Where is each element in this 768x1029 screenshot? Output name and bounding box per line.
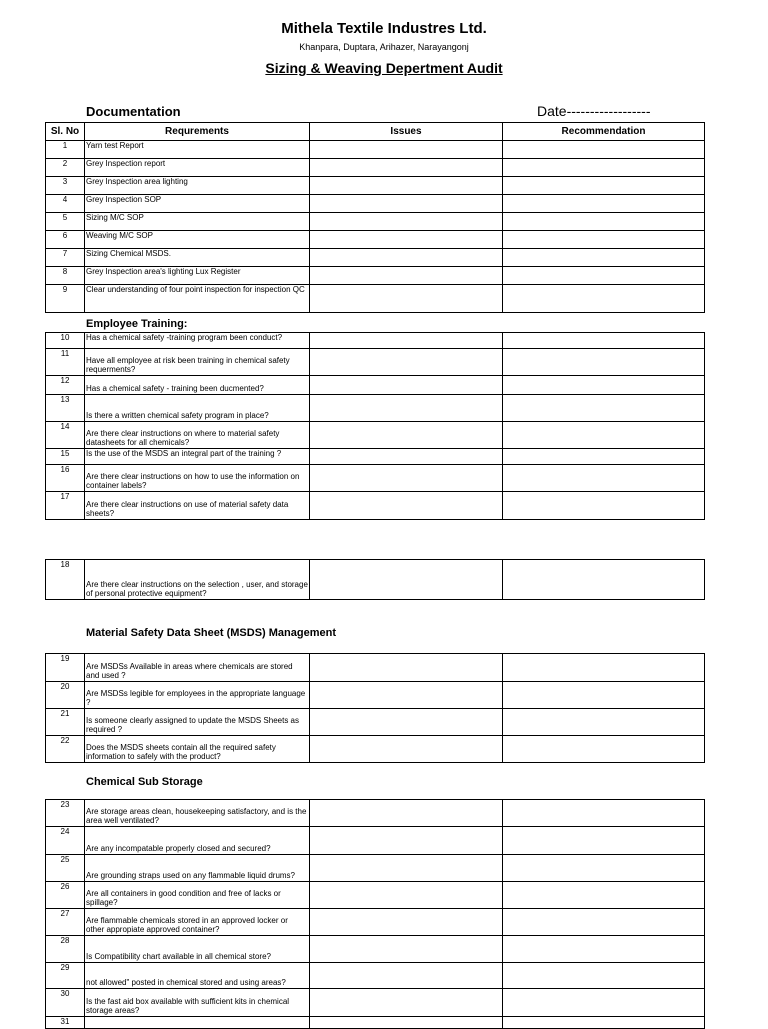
table-header-row [46, 123, 705, 141]
issues-cell[interactable] [310, 376, 503, 395]
row-number: 29 [46, 963, 85, 989]
recommendation-cell[interactable] [503, 249, 705, 267]
table-row [46, 213, 705, 231]
issues-cell[interactable] [310, 465, 503, 492]
company-name: Mithela Textile Industres Ltd. [281, 20, 487, 37]
row-number: 14 [46, 422, 85, 449]
table-row [46, 909, 705, 936]
table-row [46, 800, 705, 827]
audit-title: Sizing & Weaving Depertment Audit [265, 60, 503, 76]
date-field: Date------------------ [537, 103, 651, 119]
issues-cell[interactable] [310, 1017, 503, 1029]
row-number: 13 [46, 395, 85, 422]
table-row [46, 333, 705, 349]
col-header-requirements: Requrements [85, 123, 310, 141]
issues-cell[interactable] [310, 827, 503, 855]
row-number: 16 [46, 465, 85, 492]
row-number: 2 [46, 159, 85, 177]
row-number: 26 [46, 882, 85, 909]
requirement-cell: Grey Inspection area lighting [85, 177, 310, 195]
issues-cell[interactable] [310, 936, 503, 963]
requirement-cell: Is the fast aid box available with sufficient kits in chemical storage areas? [85, 989, 310, 1017]
recommendation-cell[interactable] [503, 465, 705, 492]
employee-training-heading: Employee Training: [86, 318, 188, 330]
recommendation-cell[interactable] [503, 855, 705, 882]
recommendation-cell[interactable] [503, 989, 705, 1017]
requirement-cell: Are there clear instructions on use of material safety data sheets? [85, 492, 310, 520]
table-row [46, 936, 705, 963]
row-number: 5 [46, 213, 85, 231]
row-number: 23 [46, 800, 85, 827]
chemical-storage-table [45, 799, 705, 1029]
requirement-cell: Sizing M/C SOP [85, 213, 310, 231]
requirement-cell: Does the MSDS sheets contain all the required safety information to safely with the product? [85, 736, 310, 763]
table-row [46, 882, 705, 909]
recommendation-cell[interactable] [503, 909, 705, 936]
recommendation-cell[interactable] [503, 492, 705, 520]
documentation-table [45, 122, 705, 313]
requirement-cell: Are storage areas clean, housekeeping satisfactory, and is the area well ventilated? [85, 800, 310, 827]
issues-cell[interactable] [310, 141, 503, 159]
requirement-cell: Sizing Chemical MSDS. [85, 249, 310, 267]
issues-cell[interactable] [310, 333, 503, 349]
issues-cell[interactable] [310, 422, 503, 449]
row-number: 22 [46, 736, 85, 763]
company-address: Khanpara, Duptara, Arihazer, Narayangonj [299, 42, 469, 52]
row-number: 10 [46, 333, 85, 349]
msds-table [45, 653, 705, 763]
table-row [46, 177, 705, 195]
recommendation-cell[interactable] [503, 1017, 705, 1029]
table-row [46, 376, 705, 395]
issues-cell[interactable] [310, 736, 503, 763]
table-row [46, 465, 705, 492]
table-row [46, 159, 705, 177]
requirement-cell: Are there clear instructions on how to use the information on container labels? [85, 465, 310, 492]
table-row [46, 682, 705, 709]
recommendation-cell[interactable] [503, 827, 705, 855]
table-row [46, 963, 705, 989]
requirement-cell: Are there clear instructions on where to material safety datasheets for all chemicals? [85, 422, 310, 449]
row-number: 31 [46, 1017, 85, 1029]
table-row [46, 709, 705, 736]
table-row [46, 141, 705, 159]
issues-cell[interactable] [310, 213, 503, 231]
row-number: 21 [46, 709, 85, 736]
issues-cell[interactable] [310, 177, 503, 195]
requirement-cell: Are flammable chemicals stored in an approved locker or other appropiate approved container? [85, 909, 310, 936]
msds-heading: Material Safety Data Sheet (MSDS) Management [86, 627, 337, 639]
issues-cell[interactable] [310, 682, 503, 709]
recommendation-cell[interactable] [503, 736, 705, 763]
row-number: 19 [46, 654, 85, 682]
table-row [46, 855, 705, 882]
table-row [46, 349, 705, 376]
issues-cell[interactable] [310, 231, 503, 249]
row-number: 3 [46, 177, 85, 195]
issues-cell[interactable] [310, 855, 503, 882]
recommendation-cell[interactable] [503, 333, 705, 349]
requirement-cell: not allowed" posted in chemical stored and using areas? [85, 963, 310, 989]
row-number: 9 [46, 285, 85, 313]
table-row [46, 1017, 705, 1029]
recommendation-cell[interactable] [503, 195, 705, 213]
row-number: 8 [46, 267, 85, 285]
requirement-cell [85, 1017, 310, 1029]
issues-cell[interactable] [310, 492, 503, 520]
row-number: 6 [46, 231, 85, 249]
recommendation-cell[interactable] [503, 285, 705, 313]
issues-cell[interactable] [310, 195, 503, 213]
table-row [46, 267, 705, 285]
col-header-issues: Issues [310, 123, 503, 141]
recommendation-cell[interactable] [503, 213, 705, 231]
requirement-cell: Is Compatibility chart available in all chemical store? [85, 936, 310, 963]
row-number: 27 [46, 909, 85, 936]
table-row [46, 195, 705, 213]
recommendation-cell[interactable] [503, 449, 705, 465]
issues-cell[interactable] [310, 249, 503, 267]
recommendation-cell[interactable] [503, 159, 705, 177]
issues-cell[interactable] [310, 963, 503, 989]
issues-cell[interactable] [310, 267, 503, 285]
row-number: 12 [46, 376, 85, 395]
employee-training-table [45, 332, 705, 520]
issues-cell[interactable] [310, 989, 503, 1017]
row-number: 7 [46, 249, 85, 267]
requirement-cell: Clear understanding of four point inspection for inspection QC [85, 285, 310, 313]
issues-cell[interactable] [310, 709, 503, 736]
requirement-cell: Has a chemical safety -training program been conduct? [85, 333, 310, 349]
row-number: 1 [46, 141, 85, 159]
table-row [46, 449, 705, 465]
documentation-heading: Documentation [86, 104, 181, 119]
recommendation-cell[interactable] [503, 963, 705, 989]
requirement-cell: Weaving M/C SOP [85, 231, 310, 249]
recommendation-cell[interactable] [503, 709, 705, 736]
requirement-cell: Are MSDSs Available in areas where chemicals are stored and used ? [85, 654, 310, 682]
requirement-cell: Has a chemical safety - training been ducmented? [85, 376, 310, 395]
table-row [46, 989, 705, 1017]
chemical-storage-heading: Chemical Sub Storage [86, 776, 203, 788]
table-row [46, 285, 705, 313]
col-header-sl-no: Sl. No [46, 123, 85, 141]
recommendation-cell[interactable] [503, 376, 705, 395]
requirement-cell: Have all employee at risk been training in chemical safety requerments? [85, 349, 310, 376]
table-row [46, 654, 705, 682]
issues-cell[interactable] [310, 449, 503, 465]
table-row [46, 422, 705, 449]
requirement-cell: Grey Inspection SOP [85, 195, 310, 213]
recommendation-cell[interactable] [503, 560, 705, 600]
requirement-cell: Grey Inspection report [85, 159, 310, 177]
requirement-cell: Are MSDSs legible for employees in the appropriate language ? [85, 682, 310, 709]
row-number: 18 [46, 560, 85, 600]
table-row [46, 249, 705, 267]
requirement-cell: Is someone clearly assigned to update the MSDS Sheets as required ? [85, 709, 310, 736]
issues-cell[interactable] [310, 800, 503, 827]
requirement-cell: Are grounding straps used on any flammable liquid drums? [85, 855, 310, 882]
ppe-table [45, 559, 705, 600]
recommendation-cell[interactable] [503, 654, 705, 682]
requirement-cell: Are all containers in good condition and free of lacks or spillage? [85, 882, 310, 909]
requirement-cell: Are any incompatable properly closed and secured? [85, 827, 310, 855]
recommendation-cell[interactable] [503, 422, 705, 449]
requirement-cell: Is the use of the MSDS an integral part of the training ? [85, 449, 310, 465]
issues-cell[interactable] [310, 395, 503, 422]
issues-cell[interactable] [310, 560, 503, 600]
col-header-recommendation: Recommendation [503, 123, 705, 141]
table-row [46, 560, 705, 600]
recommendation-cell[interactable] [503, 682, 705, 709]
row-number: 4 [46, 195, 85, 213]
row-number: 20 [46, 682, 85, 709]
requirement-cell: Is there a written chemical safety program in place? [85, 395, 310, 422]
table-row [46, 827, 705, 855]
issues-cell[interactable] [310, 909, 503, 936]
row-number: 24 [46, 827, 85, 855]
row-number: 28 [46, 936, 85, 963]
recommendation-cell[interactable] [503, 800, 705, 827]
issues-cell[interactable] [310, 349, 503, 376]
requirement-cell: Yarn test Report [85, 141, 310, 159]
row-number: 17 [46, 492, 85, 520]
table-row [46, 736, 705, 763]
recommendation-cell[interactable] [503, 177, 705, 195]
row-number: 15 [46, 449, 85, 465]
recommendation-cell[interactable] [503, 141, 705, 159]
recommendation-cell[interactable] [503, 231, 705, 249]
row-number: 11 [46, 349, 85, 376]
issues-cell[interactable] [310, 654, 503, 682]
issues-cell[interactable] [310, 882, 503, 909]
table-row [46, 492, 705, 520]
table-row [46, 231, 705, 249]
table-row [46, 395, 705, 422]
recommendation-cell[interactable] [503, 936, 705, 963]
requirement-cell: Grey Inspection area's lighting Lux Register [85, 267, 310, 285]
recommendation-cell[interactable] [503, 267, 705, 285]
issues-cell[interactable] [310, 285, 503, 313]
requirement-cell: Are there clear instructions on the selection , user, and storage of personal protective equipment? [85, 560, 310, 600]
row-number: 25 [46, 855, 85, 882]
recommendation-cell[interactable] [503, 349, 705, 376]
recommendation-cell[interactable] [503, 882, 705, 909]
issues-cell[interactable] [310, 159, 503, 177]
row-number: 30 [46, 989, 85, 1017]
recommendation-cell[interactable] [503, 395, 705, 422]
